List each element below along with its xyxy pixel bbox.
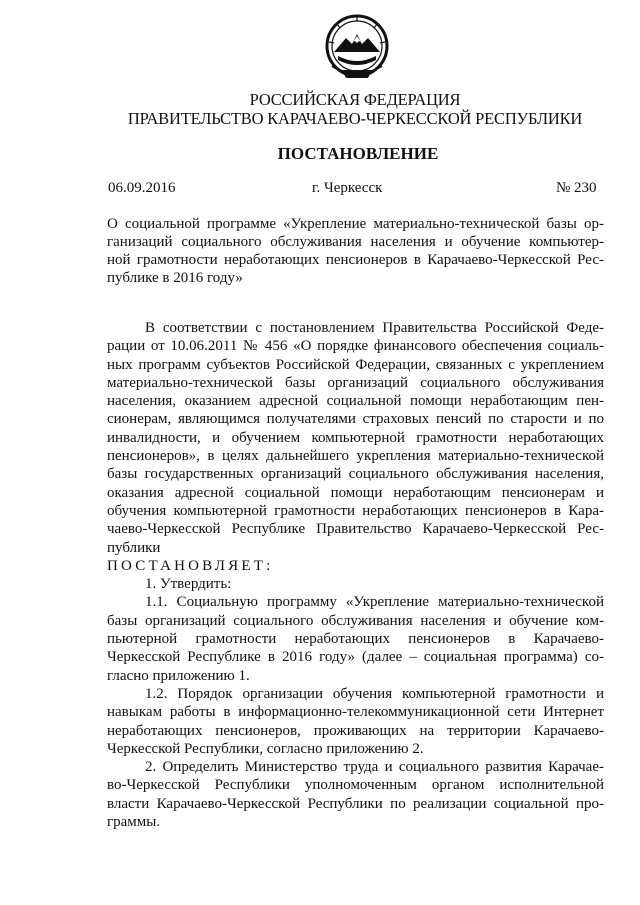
preamble-line: ных программ субъектов Российской Федерации, связанных с укреплением	[107, 356, 604, 373]
preamble-line: В соответствии с постановлением Правительства Российской Феде-	[145, 320, 604, 336]
document-date: 06.09.2016	[108, 180, 176, 196]
item-1-1-line: пьютерной грамотности неработающих пенсионеров в Карачаево-	[107, 631, 604, 648]
header-country: РОССИЙСКАЯ ФЕДЕРАЦИЯ	[249, 90, 461, 109]
item-1-1-line: 1.1. Социальную программу «Укрепление материально-технической	[145, 594, 604, 611]
item-1-1-line: Черкесской Республике в 2016 году» (далее – социальная программа) со-	[107, 649, 604, 666]
item-2-line: власти Карачаево-Черкесской Республики по реализации социальной про-	[107, 795, 604, 812]
item-1-heading: 1. Утвердить:	[145, 576, 232, 593]
item-2-line: 2. Определить Министерство труда и социального развития Карачае-	[145, 759, 604, 776]
decree-word: ПОСТАНОВЛЯЕТ:	[107, 557, 274, 574]
item-1-1-line: гласно приложению 1.	[107, 667, 250, 684]
preamble-line: чаево-Черкесской Республике Правительство Карачаево-Черкесской Рес-	[107, 521, 604, 538]
preamble-line: публики	[107, 539, 161, 556]
subject-line: ганизаций социального обслуживания населения и обучение компьютер-	[107, 234, 604, 250]
preamble-line: оказания адресной социальной помощи неработающим пенсионерам и	[107, 484, 604, 501]
document-subject	[107, 215, 604, 287]
document-body	[107, 319, 604, 831]
item-2-line: граммы.	[107, 814, 161, 831]
preamble-line: инвалидности, и обучением компьютерной грамотности неработающих	[107, 429, 604, 446]
subject-line: О социальной программе «Укрепление материально-технической базы ор-	[107, 216, 604, 232]
header-government: ПРАВИТЕЛЬСТВО КАРАЧАЕВО-ЧЕРКЕССКОЙ РЕСПУБЛИКИ	[127, 109, 583, 128]
item-1-2-line: 1.2. Порядок организации обучения компьютерной грамотности и	[145, 685, 604, 702]
document-title: ПОСТАНОВЛЕНИЕ	[277, 144, 439, 163]
preamble-line: материально-технической базы организаций социального обслуживания	[107, 374, 604, 391]
preamble-line: обучения компьютерной грамотности неработающих пенсионеров в Кара-	[107, 502, 604, 519]
item-1-2-line: неработающих пенсионеров, проживающих на территории Карачаево-	[107, 722, 604, 739]
document-city: г. Черкесск	[312, 180, 383, 196]
coat-of-arms-emblem	[324, 12, 390, 84]
item-1-1-line: базы организаций социального обслуживания населения и обучение ком-	[107, 612, 604, 629]
document-number: № 230	[556, 180, 597, 196]
preamble-line: рации от 10.06.2011 № 456 «О порядке финансового обеспечения социаль-	[107, 338, 604, 355]
item-1-2-line: навыкам работы в информационно-телекоммуникационной сети Интернет	[107, 704, 604, 721]
preamble-line: сионерам, являющимся получателями страховых пенсий по старости и по	[107, 411, 604, 428]
subject-line: публике в 2016 году»	[107, 270, 243, 286]
item-1-2-line: Черкесской Республики, согласно приложению 2.	[107, 740, 424, 757]
preamble-line: населения, оказанием адресной социальной помощи неработающим пен-	[107, 393, 604, 410]
item-2-line: во-Черкесской Республики уполномоченным органом исполнительной	[107, 777, 604, 794]
preamble-line: базы государственных организаций социального обслуживания населения,	[107, 466, 604, 483]
preamble-line: пенсионеров», в целях дальнейшего укрепления материально-технической	[107, 448, 604, 465]
subject-line: ной грамотности неработающих пенсионеров в Карачаево-Черкесской Рес-	[107, 252, 604, 268]
